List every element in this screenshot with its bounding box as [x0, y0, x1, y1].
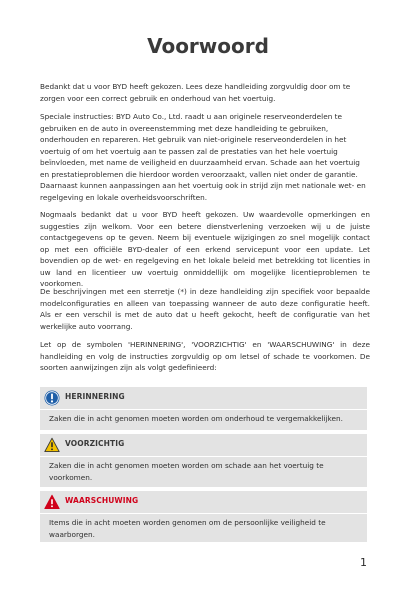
thanks-paragraph: Nogmaals bedankt dat u voor BYD heeft gekozen. Uw waardevolle opmerkingen en suggesties zijn welkom. Voor een betere dienstverlening verzoeken wij u de juiste contactgegevens op te geven. Neem bij eventuele wijzigingen zo snel mogelijk contact op met een officiële BYD-dealer of een erkend servicepunt voor een update. Let bovendien op de wet- en regelgeving en het lokale beleid met betrekking tot licenties in uw land en licentieer uw voertuig onmiddellijk om mogelijke licentieproblemen te voorkomen. — [40, 210, 370, 288]
asterisk-paragraph: De beschrijvingen met een sterretje (*) in deze handleiding zijn specifiek voor bepaalde modelconfiguraties en alleen van toepassing wanneer de auto deze configuratie heeft. Als er een verschil is met de auto dat u heeft gekocht, heeft de configuratie van het werkelijke auto voorrang. — [40, 287, 370, 331]
warning-divider — [40, 513, 367, 514]
intro-paragraph: Bedankt dat u voor BYD heeft gekozen. Lees deze handleiding zorgvuldig door om te zorgen voor een correct gebruik en onderhoud van het voertuig. — [40, 82, 351, 103]
caution-divider — [40, 456, 367, 457]
warning-triangle-icon — [44, 437, 60, 453]
danger-triangle-icon — [44, 494, 60, 510]
reminder-text: Zaken die in acht genomen moeten worden om onderhoud te vergemakkelijken. — [49, 414, 343, 423]
warning-title: WAARSCHUWING — [65, 496, 139, 505]
reminder-notice — [40, 387, 367, 430]
reminder-title: HERINNERING — [65, 392, 125, 401]
page-title: Voorwoord — [147, 34, 269, 58]
info-icon — [44, 390, 60, 406]
caution-title: VOORZICHTIG — [65, 439, 125, 448]
symbols-paragraph: Let op de symbolen 'HERINNERING', 'VOORZICHTIG' en 'WAARSCHUWING' in deze handleiding en volg de instructies zorgvuldig op om letsel of schade te voorkomen. De soorten aanwijzingen zijn als volgt gedefinieerd: — [40, 340, 370, 372]
warning-header — [40, 491, 367, 513]
caution-header — [40, 434, 367, 456]
special-instructions-paragraph: Speciale instructies: BYD Auto Co., Ltd. raadt u aan originele reserveonderdelen te gebruiken en de auto in overeenstemming met deze handleiding te gebruiken, onderhouden en repareren. Het gebruik van niet-originele reserveonderdelen in het voertuig of om het voertuig aan te passen zal de prestaties van het hele voertuig beïnvloeden, met name de veiligheid en duurzaamheid ervan. Schade aan het voertuig en prestatieproblemen die hierdoor worden veroorzaakt, vallen niet onder de garantie. Daarnaast kunnen aanpassingen aan het voertuig ook in strijd zijn met nationale wet- en regelgeving en lokale overheidsvoorschriften. — [40, 112, 366, 202]
caution-text: Zaken die in acht genomen moeten worden om schade aan het voertuig te voorkomen. — [49, 461, 324, 482]
caution-notice — [40, 434, 367, 487]
page-number: 1 — [360, 556, 367, 569]
reminder-divider — [40, 409, 367, 410]
reminder-header — [40, 387, 367, 409]
warning-notice — [40, 491, 367, 542]
warning-text: Items die in acht moeten worden genomen om de persoonlijke veiligheid te waarborgen. — [49, 518, 326, 539]
